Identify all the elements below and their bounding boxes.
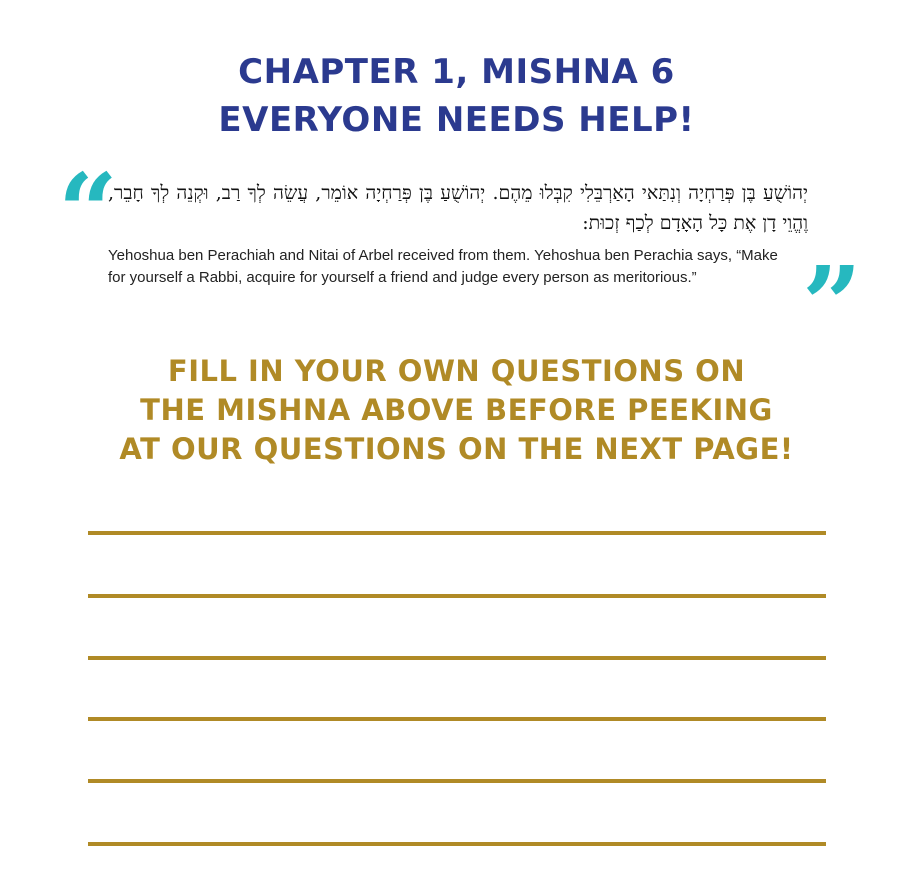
prompt-line-3: AT OUR QUESTIONS ON THE NEXT PAGE! <box>119 432 794 466</box>
english-translation-text: Yehoshua ben Perachiah and Nitai of Arbel received from them. Yehoshua ben Perachia says, “Make for yourself a Rabbi, acquire for yourself a friend and judge every person as meritorious.” <box>108 247 778 286</box>
answer-line[interactable] <box>88 531 826 535</box>
prompt-line-1: FILL IN YOUR OWN QUESTIONS ON <box>167 354 746 388</box>
close-quote-icon: ” <box>802 243 862 366</box>
answer-line[interactable] <box>88 594 826 598</box>
prompt-line-2: THE MISHNA ABOVE BEFORE PEEKING <box>140 393 773 427</box>
answer-line[interactable] <box>88 717 826 721</box>
chapter-title: CHAPTER 1, MISHNA 6 <box>238 52 675 92</box>
answer-line[interactable] <box>88 656 826 660</box>
open-quote-icon: “ <box>58 150 118 273</box>
chapter-subtitle: EVERYONE NEEDS HELP! <box>218 100 695 140</box>
answer-line[interactable] <box>88 779 826 783</box>
hebrew-mishna-text: יְהוֹשֻׁעַ בֶּן פְּרַחְיָה וְנִתַּאי הָאַרְבֵּלִי קִבְּלוּ מֵהֶם. יְהוֹשֻׁעַ בֶּן פְּרַחְיָה אוֹמֵר, עֲשֵׂה לְךָ רַב, וּקְנֵה לְךָ חָבֵר, וֶהֱוֵי דָן אֶת כָּל הָאָדָם לְכַף זְכוּת: <box>108 182 808 234</box>
answer-line[interactable] <box>88 842 826 846</box>
